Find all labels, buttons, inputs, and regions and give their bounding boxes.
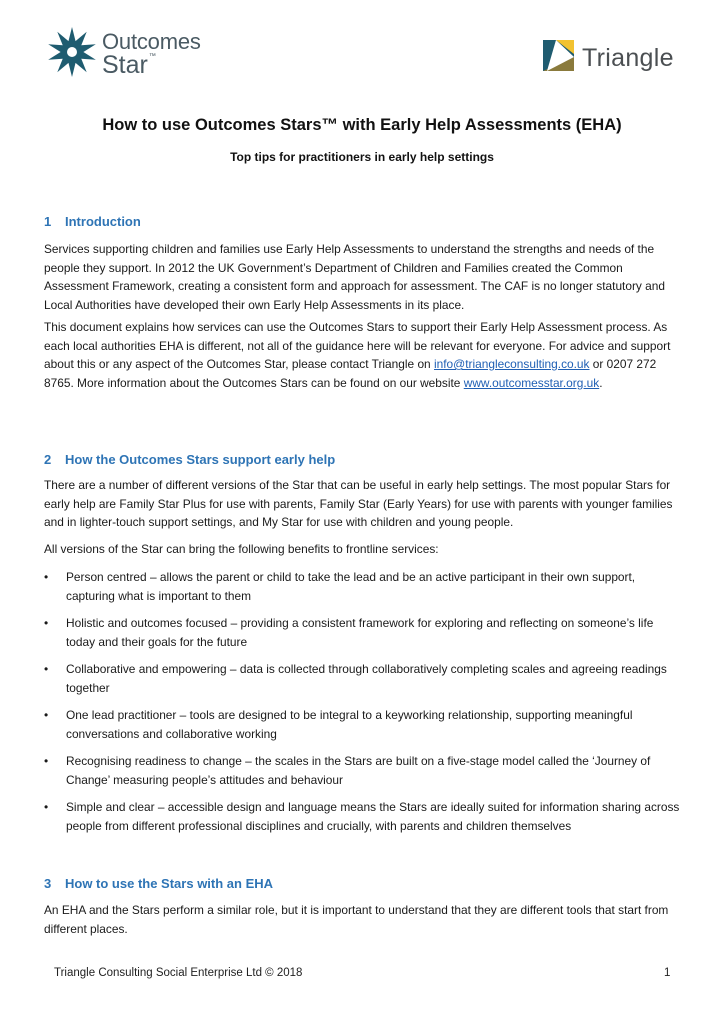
document-title: How to use Outcomes Stars™ with Early Help Assessments (EHA) [102, 116, 622, 134]
bullet-icon: • [44, 800, 49, 814]
paragraph: All versions of the Star can bring the following benefits to frontline services: [44, 542, 439, 556]
triangle-logo [543, 40, 674, 76]
list-item [44, 706, 684, 743]
list-item-text: One lead practitioner – tools are designed to be integral to a keyworking relationship, supporting meaningful conversations and collaborative working [66, 708, 633, 741]
section-number: 2 [44, 452, 52, 467]
list-item-text: Person centred – allows the parent or child to take the lead and be an active participant in their own support, capturing what is important to them [66, 570, 636, 603]
logo-word-star: Star [102, 51, 148, 79]
section-heading-introduction [44, 214, 141, 229]
section-title: How to use the Stars with an EHA [65, 876, 274, 891]
list-item-text: Holistic and outcomes focused – providing a consistent framework for exploring and reflecting on someone’s life today and their goals for the future [66, 616, 654, 649]
list-item [44, 614, 684, 651]
list-item [44, 660, 684, 697]
section-number: 1 [44, 214, 52, 229]
list-item [44, 752, 684, 789]
paragraph-contact [44, 318, 684, 392]
bullet-icon: • [44, 662, 49, 676]
bullet-icon: • [44, 570, 49, 584]
list-item-text: Collaborative and empowering – data is collected through collaboratively completing scales and agreeing readings together [66, 662, 667, 695]
paragraph: Services supporting children and families use Early Help Assessments to understand the strengths and needs of the people they support. In 2012 the UK Government’s Department of Children and Families created the Common Assessment Framework, creating a consistent form and approach for assessment. The CAF is no longer statutory and Local Authorities have developed their own Early Help Assessments in its place. [44, 242, 666, 312]
section-title: How the Outcomes Stars support early help [65, 452, 336, 467]
paragraph: An EHA and the Stars perform a similar role, but it is important to understand that they are different tools that start from different places. [44, 903, 669, 936]
outcomes-star-logo [46, 26, 201, 83]
logo-word-outcomes: Outcomes [102, 29, 201, 54]
section-title: Introduction [65, 214, 141, 229]
paragraph-text: . [599, 375, 603, 390]
star-burst-icon [46, 26, 98, 83]
triangle-logo-icon [543, 40, 574, 76]
section-number: 3 [44, 876, 52, 891]
document-subtitle: Top tips for practitioners in early help settings [230, 150, 494, 164]
paragraph-text: or 0207 272 8765. More information about the Outcomes Stars can be found on our website [44, 357, 657, 390]
list-item [44, 798, 684, 835]
list-item [44, 568, 684, 605]
page-number: 1 [664, 967, 671, 979]
paragraph: There are a number of different versions of the Star that can be useful in early help settings. The most popular Stars for early help are Family Star Plus for use with parents, Family Star (Early Years) for use with parents with younger families and in lighter-touch support settings, and My Star for use with children and young people. [44, 478, 673, 529]
list-item-text: Recognising readiness to change – the scales in the Stars are built on a five-stage model called the ‘Journey of Change’ measuring people’s attitudes and behaviour [66, 754, 651, 787]
section-heading-how-to-use [44, 876, 273, 891]
trademark-symbol: ™ [148, 53, 156, 60]
section-heading-support [44, 452, 335, 467]
paragraph-text: This document explains how services can use the Outcomes Stars to support their Early Help Assessment process. As each local authorities EHA is different, not all of the guidance here will be relevant for everyone. For advice and support about this or any aspect of the Outcomes Star, please contact Triangle on [44, 320, 671, 371]
list-item-text: Simple and clear – accessible design and language means the Stars are ideally suited for information sharing across people from different professional disciplines and crucially, with parents and children themselves [66, 800, 680, 833]
website-link[interactable]: www.outcomesstar.org.uk [463, 375, 600, 390]
bullet-icon: • [44, 708, 49, 722]
logo-word-triangle: Triangle [582, 43, 674, 72]
bullet-icon: • [44, 616, 49, 630]
footer-copyright: Triangle Consulting Social Enterprise Ltd © 2018 [54, 967, 303, 979]
bullet-icon: • [44, 754, 49, 768]
email-link[interactable]: info@triangleconsulting.co.uk [433, 357, 590, 371]
